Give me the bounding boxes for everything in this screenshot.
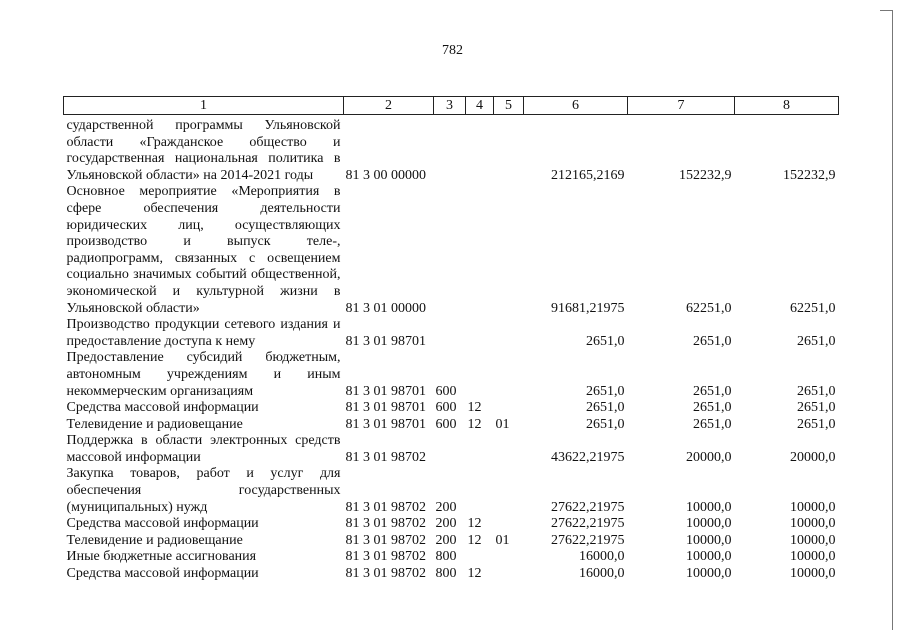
subsection-cell	[494, 184, 524, 317]
target-code-cell: 81 3 01 98701	[345, 400, 426, 416]
amount-col7-cell: 2651,0	[693, 416, 732, 432]
section-cell	[466, 433, 494, 466]
column-header: 3	[434, 97, 466, 115]
row-name-cell: Средства массовой информации	[66, 400, 259, 416]
table-header-row	[64, 97, 839, 115]
amount-col6-cell: 212165,2169	[551, 167, 625, 183]
amount-col8-cell: 20000,0	[790, 449, 836, 465]
subsection-cell	[494, 433, 524, 466]
section-cell	[466, 115, 494, 185]
row-name-cell: Закупка товаров, работ и услуг для обеспечения государственных (муниципальных) нужд	[66, 466, 341, 515]
amount-col7-cell: 10000,0	[686, 499, 732, 515]
table-row	[64, 549, 839, 566]
expense-type-cell: 800	[435, 566, 457, 582]
target-code-cell: 81 3 01 98702	[345, 549, 426, 565]
section-cell	[466, 466, 494, 516]
amount-col7-cell: 152232,9	[679, 167, 732, 183]
section-cell: 12	[467, 532, 482, 548]
amount-col7-cell: 10000,0	[686, 532, 732, 548]
amount-col6-cell: 16000,0	[579, 566, 625, 582]
amount-col6-cell: 27622,21975	[551, 532, 625, 548]
amount-col8-cell: 152232,9	[783, 167, 836, 183]
amount-col7-cell: 10000,0	[686, 566, 732, 582]
expense-type-cell: 200	[435, 516, 457, 532]
row-name-cell: Телевидение и радиовещание	[66, 416, 243, 432]
amount-col7-cell: 62251,0	[686, 300, 732, 316]
table-row	[64, 533, 839, 550]
expense-type-cell: 600	[435, 416, 457, 432]
table-row	[64, 516, 839, 533]
amount-col6-cell: 2651,0	[586, 383, 625, 399]
table-row	[64, 466, 839, 516]
row-name-cell: Поддержка в области электронных средств массовой информации	[66, 433, 341, 465]
subsection-cell	[494, 516, 524, 533]
amount-col8-cell: 2651,0	[797, 333, 836, 349]
table-row	[64, 433, 839, 466]
section-cell: 12	[467, 516, 482, 532]
page-number: 782	[442, 43, 463, 58]
amount-col7-cell: 10000,0	[686, 549, 732, 565]
table-row	[64, 350, 839, 400]
subsection-cell	[494, 400, 524, 417]
section-cell	[466, 350, 494, 400]
target-code-cell: 81 3 01 98701	[345, 416, 426, 432]
subsection-cell	[494, 350, 524, 400]
budget-table	[63, 96, 839, 583]
column-header: 1	[64, 97, 344, 115]
amount-col6-cell: 16000,0	[579, 549, 625, 565]
amount-col7-cell: 20000,0	[686, 449, 732, 465]
subsection-cell	[494, 549, 524, 566]
subsection-cell	[494, 566, 524, 583]
row-name-cell: Основное мероприятие «Мероприятия в сфере обеспечения деятельности юридических лиц, осуществляющих производство и выпуск теле-, радиопрограмм, связанных с освещением социально значимых событий общественной, экономической и культурной жизни в Ульяновской области»	[66, 184, 341, 316]
section-cell	[466, 317, 494, 350]
column-header: 5	[494, 97, 524, 115]
section-cell: 12	[467, 400, 482, 416]
target-code-cell: 81 3 00 00000	[345, 167, 426, 183]
amount-col6-cell: 27622,21975	[551, 516, 625, 532]
subsection-cell: 01	[495, 532, 510, 548]
expense-type-cell: 600	[435, 383, 457, 399]
expense-type-cell: 200	[435, 499, 457, 515]
table-row	[64, 566, 839, 583]
subsection-cell	[494, 466, 524, 516]
expense-type-cell	[434, 115, 466, 185]
expense-type-cell	[434, 317, 466, 350]
amount-col8-cell: 10000,0	[790, 516, 836, 532]
column-header: 4	[466, 97, 494, 115]
amount-col7-cell: 2651,0	[693, 383, 732, 399]
expense-type-cell: 200	[435, 532, 457, 548]
amount-col8-cell: 10000,0	[790, 532, 836, 548]
row-name-cell: Предоставление субсидий бюджетным, автономным учреждениям и иным некоммерческим организациям	[66, 350, 341, 399]
amount-col7-cell: 2651,0	[693, 400, 732, 416]
table-row	[64, 317, 839, 350]
table-row	[64, 115, 839, 185]
amount-col8-cell: 10000,0	[790, 549, 836, 565]
section-cell: 12	[467, 416, 482, 432]
amount-col6-cell: 2651,0	[586, 400, 625, 416]
row-name-cell: Телевидение и радиовещание	[66, 532, 243, 548]
amount-col7-cell: 2651,0	[693, 333, 732, 349]
target-code-cell: 81 3 01 98702	[345, 516, 426, 532]
section-cell: 12	[467, 566, 482, 582]
amount-col8-cell: 2651,0	[797, 416, 836, 432]
expense-type-cell	[434, 184, 466, 317]
target-code-cell: 81 3 01 98702	[345, 532, 426, 548]
expense-type-cell: 600	[435, 400, 457, 416]
subsection-cell	[494, 317, 524, 350]
amount-col8-cell: 62251,0	[790, 300, 836, 316]
table-row	[64, 400, 839, 417]
amount-col7-cell: 10000,0	[686, 516, 732, 532]
row-name-cell: Иные бюджетные ассигнования	[66, 549, 257, 565]
amount-col8-cell: 10000,0	[790, 499, 836, 515]
target-code-cell: 81 3 01 98702	[345, 449, 426, 465]
target-code-cell: 81 3 01 98701	[345, 333, 426, 349]
target-code-cell: 81 3 01 98702	[345, 499, 426, 515]
table-row	[64, 184, 839, 317]
row-name-cell: Средства массовой информации	[66, 566, 259, 582]
amount-col6-cell: 43622,21975	[551, 449, 625, 465]
section-cell	[466, 549, 494, 566]
page-edge-tick	[880, 10, 893, 11]
target-code-cell: 81 3 01 98701	[345, 383, 426, 399]
section-cell	[466, 184, 494, 317]
subsection-cell	[494, 115, 524, 185]
page-edge-line	[892, 10, 893, 630]
column-header: 8	[735, 97, 839, 115]
row-name-cell: сударственной программы Ульяновской области «Гражданское общество и государственная национальная политика в Ульяновской области» на 2014-2021 годы	[66, 118, 341, 183]
expense-type-cell: 800	[435, 549, 457, 565]
expense-type-cell	[434, 433, 466, 466]
amount-col8-cell: 2651,0	[797, 400, 836, 416]
row-name-cell: Средства массовой информации	[66, 516, 259, 532]
column-header: 6	[524, 97, 628, 115]
target-code-cell: 81 3 01 98702	[345, 566, 426, 582]
row-name-cell: Производство продукции сетевого издания и предоставление доступа к нему	[66, 317, 341, 349]
table-row	[64, 417, 839, 434]
column-header: 2	[344, 97, 434, 115]
amount-col8-cell: 2651,0	[797, 383, 836, 399]
amount-col6-cell: 91681,21975	[551, 300, 625, 316]
amount-col6-cell: 27622,21975	[551, 499, 625, 515]
target-code-cell: 81 3 01 00000	[345, 300, 426, 316]
amount-col8-cell: 10000,0	[790, 566, 836, 582]
column-header: 7	[628, 97, 735, 115]
amount-col6-cell: 2651,0	[586, 333, 625, 349]
amount-col6-cell: 2651,0	[586, 416, 625, 432]
subsection-cell: 01	[495, 416, 510, 432]
